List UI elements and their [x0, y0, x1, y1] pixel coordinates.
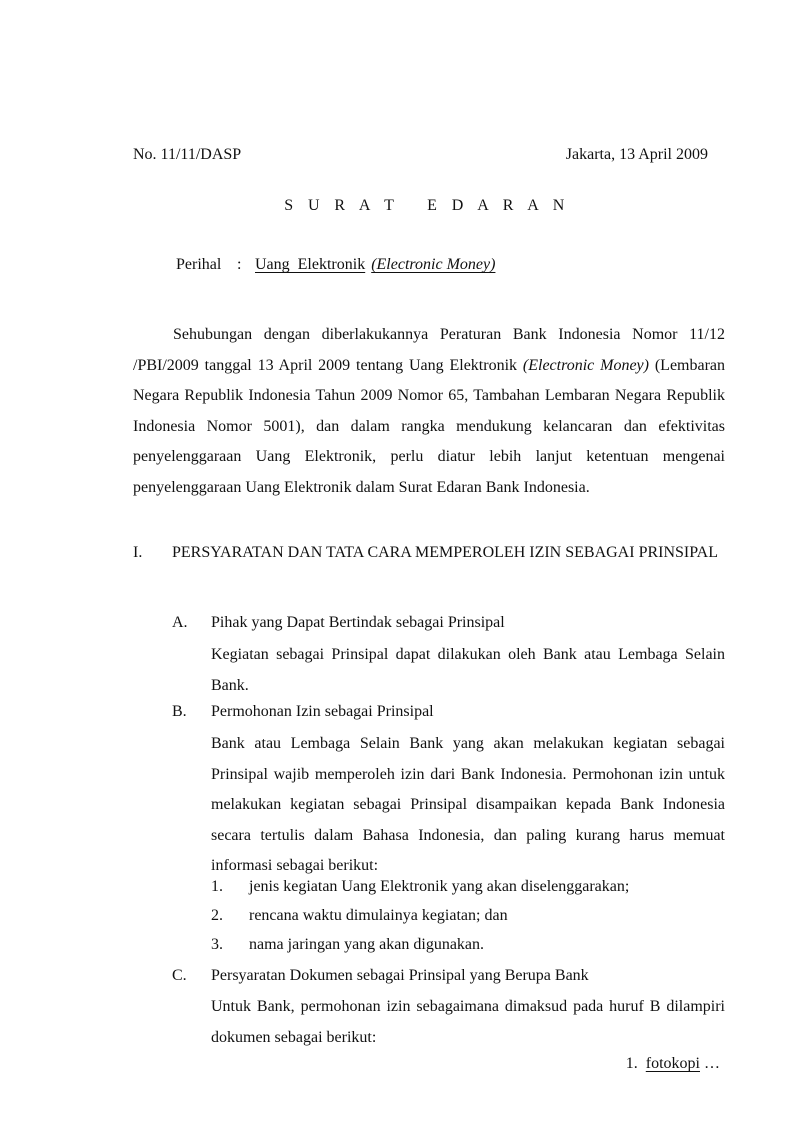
sub-a-letter: A. [172, 614, 188, 631]
intro-text-2: (Lembaran Negara Republik Indonesia Tahun 2009 Nomor 65, Tambahan Lembaran Negara Republik Indonesia Nomor 5001), dan dalam rangka mendukung kelancaran dan efektivitas penyelenggaraan Uang Elektronik, perlu diatur lebih lanjut ketentuan mengenai penyelenggaraan Uang Elektronik dalam Surat Edaran Bank Indonesia. [133, 356, 726, 496]
continuation-marker [626, 1056, 720, 1072]
continuation-number: 1. [625, 1055, 638, 1072]
list-item-number: 2. [211, 907, 223, 924]
subject-text [255, 257, 495, 273]
section-number: I. [133, 544, 143, 561]
sub-b-letter: B. [172, 703, 187, 720]
list-item-text: nama jaringan yang akan digunakan. [249, 936, 485, 953]
intro-paragraph [133, 320, 725, 503]
list-item-text: rencana waktu dimulainya kegiatan; dan [249, 907, 508, 924]
document-title: S U R A T E D A R A N [284, 197, 570, 214]
sub-c-title: Persyaratan Dokumen sebagai Prinsipal yang Berupa Bank [211, 967, 589, 984]
subject-colon: : [237, 256, 242, 273]
reference-number: No. 11/11/DASP [133, 146, 242, 163]
sub-a-title: Pihak yang Dapat Bertindak sebagai Prinsipal [211, 614, 505, 631]
sub-c-letter: C. [172, 967, 187, 984]
sub-a-body: Kegiatan sebagai Prinsipal dapat dilakukan oleh Bank atau Lembaga Selain Bank. [211, 646, 725, 694]
sub-b-title: Permohonan Izin sebagai Prinsipal [211, 703, 434, 720]
intro-italic: (Electronic Money) [522, 356, 649, 374]
list-item-number: 1. [211, 878, 223, 895]
subject-label: Perihal [176, 256, 222, 273]
sub-c-body: Untuk Bank, permohonan izin sebagaimana dimaksud pada huruf B dilampiri dokumen sebagai berikut: [211, 998, 725, 1046]
list-item-number: 3. [211, 936, 223, 953]
place-and-date: Jakarta, 13 April 2009 [565, 146, 708, 163]
continuation-ellipsis: … [704, 1055, 720, 1072]
continuation-word: fotokopi [645, 1055, 700, 1072]
section-heading: PERSYARATAN DAN TATA CARA MEMPEROLEH IZIN SEBAGAI PRINSIPAL [172, 544, 718, 561]
intro-text-1: Sehubungan dengan diberlakukannya Peraturan Bank Indonesia Nomor 11/12 /PBI/2009 tanggal 13 April 2009 tentang Uang Elektronik [133, 326, 725, 374]
list-item-text: jenis kegiatan Uang Elektronik yang akan diselenggarakan; [249, 878, 630, 895]
subject-main: Uang Elektronik [255, 256, 366, 273]
subject-italic: (Electronic Money) [371, 256, 496, 273]
sub-b-body: Bank atau Lembaga Selain Bank yang akan melakukan kegiatan sebagai Prinsipal wajib memperoleh izin dari Bank Indonesia. Permohonan izin untuk melakukan kegiatan sebagai Prinsipal disampaikan kepada Bank Indonesia secara tertulis dalam Bahasa Indonesia, dan paling kurang harus memuat informasi sebagai berikut: [211, 735, 725, 874]
